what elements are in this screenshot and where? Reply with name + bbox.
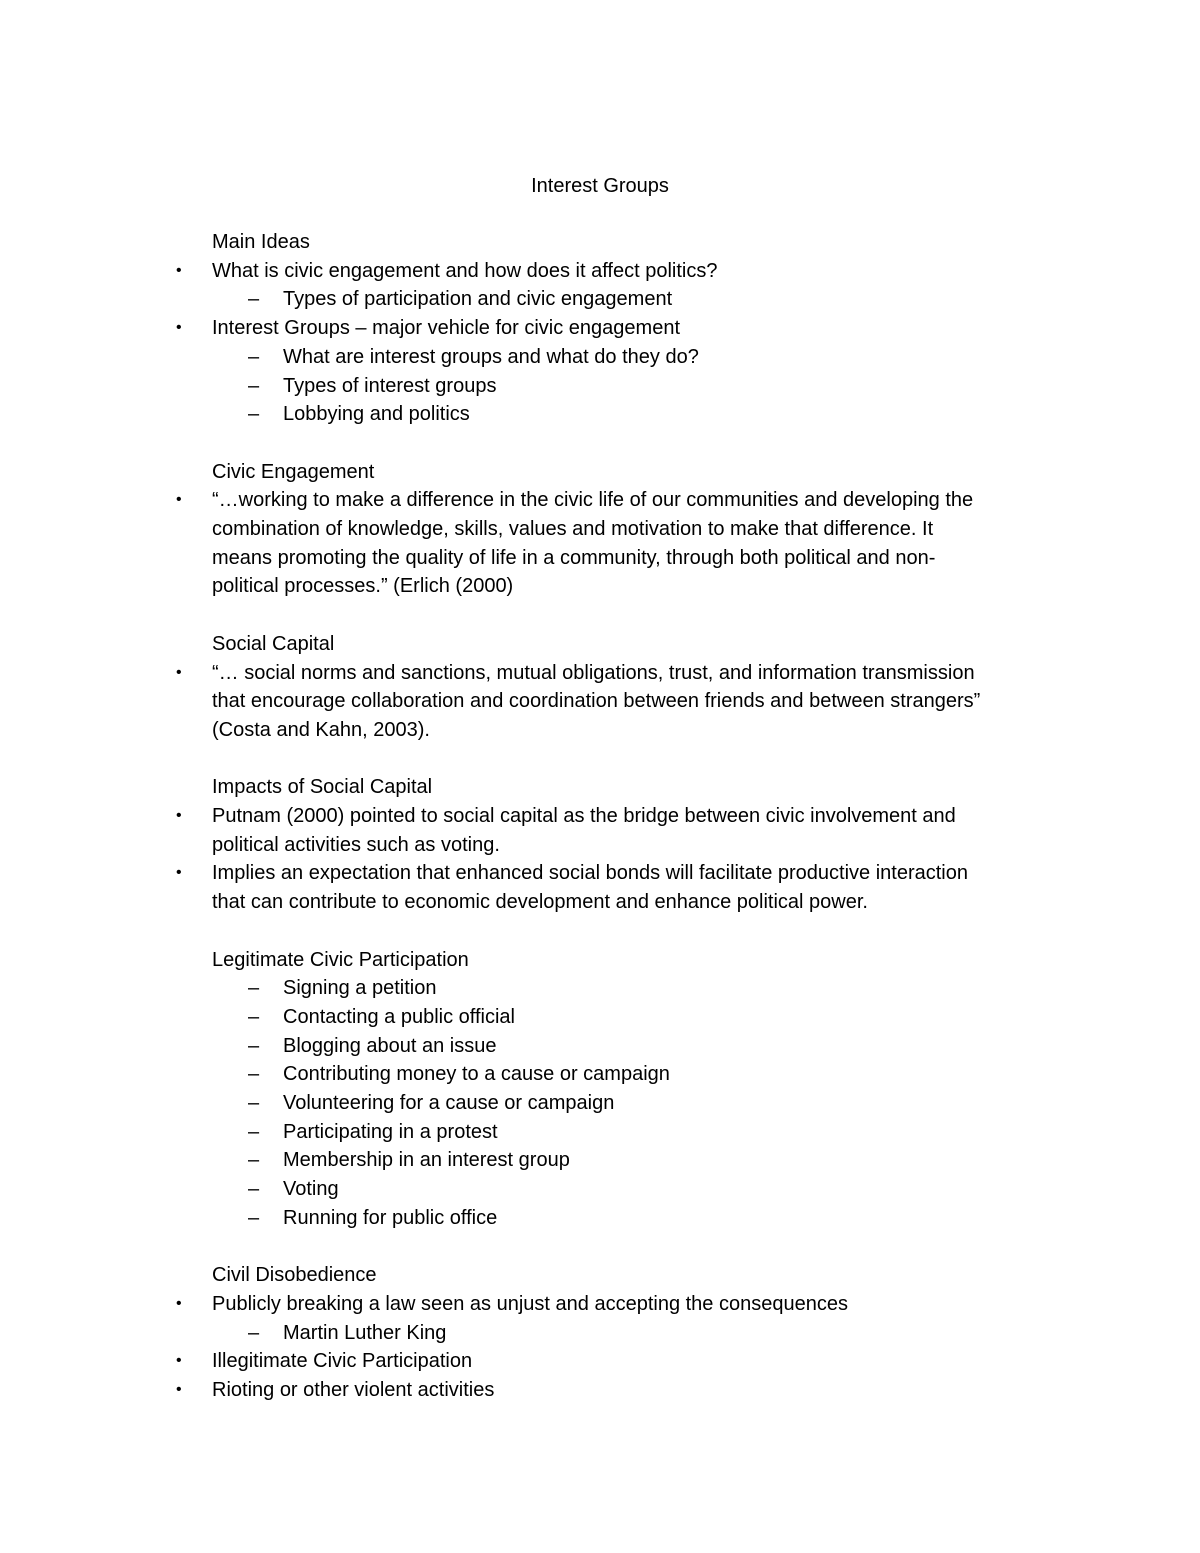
bullet-item-text: political activities such as voting. (212, 833, 500, 856)
bullet-item-text: that can contribute to economic development and enhance political power. (212, 891, 868, 914)
dash-marker: – (248, 345, 260, 368)
sub-item-text: Participating in a protest (283, 1120, 498, 1143)
bullet-item-text: Implies an expectation that enhanced social bonds will facilitate productive interaction (212, 862, 968, 885)
section-heading: Civic Engagement (212, 460, 375, 483)
bullet-marker: • (176, 663, 182, 681)
sub-item-text: Running for public office (283, 1206, 498, 1229)
sub-item-text: Contributing money to a cause or campaign (283, 1063, 670, 1086)
bullet-marker: • (176, 1294, 182, 1312)
dash-marker: – (248, 1034, 260, 1057)
sub-item-text: Voting (283, 1178, 339, 1201)
sub-item-text: Martin Luther King (283, 1321, 447, 1344)
sub-item-text: Volunteering for a cause or campaign (283, 1092, 615, 1114)
dash-marker: – (248, 1092, 260, 1114)
bullet-marker: • (176, 1381, 182, 1398)
section-heading: Impacts of Social Capital (212, 776, 433, 799)
dash-marker: – (248, 1063, 260, 1086)
sub-item-text: Lobbying and politics (283, 403, 470, 426)
bullet-item-text: that encourage collaboration and coordination between friends and between strangers” (212, 690, 981, 713)
dash-marker: – (248, 1120, 260, 1143)
sub-item-text: Signing a petition (283, 977, 437, 1000)
bullet-item-text: Putnam (2000) pointed to social capital as the bridge between civic involvement and (212, 805, 956, 827)
bullet-item-text: (Costa and Kahn, 2003). (212, 718, 430, 741)
bullet-item-text: Rioting or other violent activities (212, 1379, 495, 1401)
bullet-marker: • (176, 864, 182, 882)
dash-marker: – (248, 1321, 260, 1344)
bullet-item-text: political processes.” (Erlich (2000) (212, 575, 514, 598)
bullet-item-text: “…working to make a difference in the civic life of our communities and developing the (212, 489, 974, 512)
page-title: Interest Groups (531, 175, 669, 197)
bullet-item-text: combination of knowledge, skills, values and motivation to make that difference. It (212, 518, 934, 540)
bullet-item-text: Illegitimate Civic Participation (212, 1350, 473, 1373)
bullet-marker: • (176, 491, 182, 509)
bullet-item-text: Publicly breaking a law seen as unjust and accepting the consequences (212, 1292, 848, 1315)
sub-item-text: Types of participation and civic engagement (283, 288, 673, 311)
dash-marker: – (248, 1206, 260, 1229)
bullet-item-text: Interest Groups – major vehicle for civic engagement (212, 317, 680, 340)
sub-item-text: Contacting a public official (283, 1005, 515, 1028)
dash-marker: – (248, 374, 260, 397)
section-heading: Social Capital (212, 632, 335, 655)
bullet-marker: • (176, 261, 182, 279)
bullet-marker: • (176, 807, 182, 824)
bullet-item-text: What is civic engagement and how does it affect politics? (212, 259, 718, 282)
dash-marker: – (248, 1149, 260, 1172)
sub-item-text: What are interest groups and what do they do? (283, 345, 699, 368)
dash-marker: – (248, 403, 260, 426)
dash-marker: – (248, 1178, 260, 1201)
sub-item-text: Membership in an interest group (283, 1149, 570, 1172)
bullet-item-text: “… social norms and sanctions, mutual obligations, trust, and information transmission (212, 661, 975, 684)
section-heading: Civil Disobedience (212, 1264, 377, 1287)
dash-marker: – (248, 977, 260, 1000)
bullet-marker: • (176, 1352, 182, 1370)
sub-item-text: Types of interest groups (283, 374, 497, 397)
bullet-marker: • (176, 319, 182, 337)
bullet-item-text: means promoting the quality of life in a community, through both political and non- (212, 546, 936, 569)
section-heading: Legitimate Civic Participation (212, 948, 469, 971)
sub-item-text: Blogging about an issue (283, 1034, 497, 1057)
section-heading: Main Ideas (212, 231, 310, 253)
dash-marker: – (248, 1005, 260, 1028)
dash-marker: – (248, 288, 260, 311)
